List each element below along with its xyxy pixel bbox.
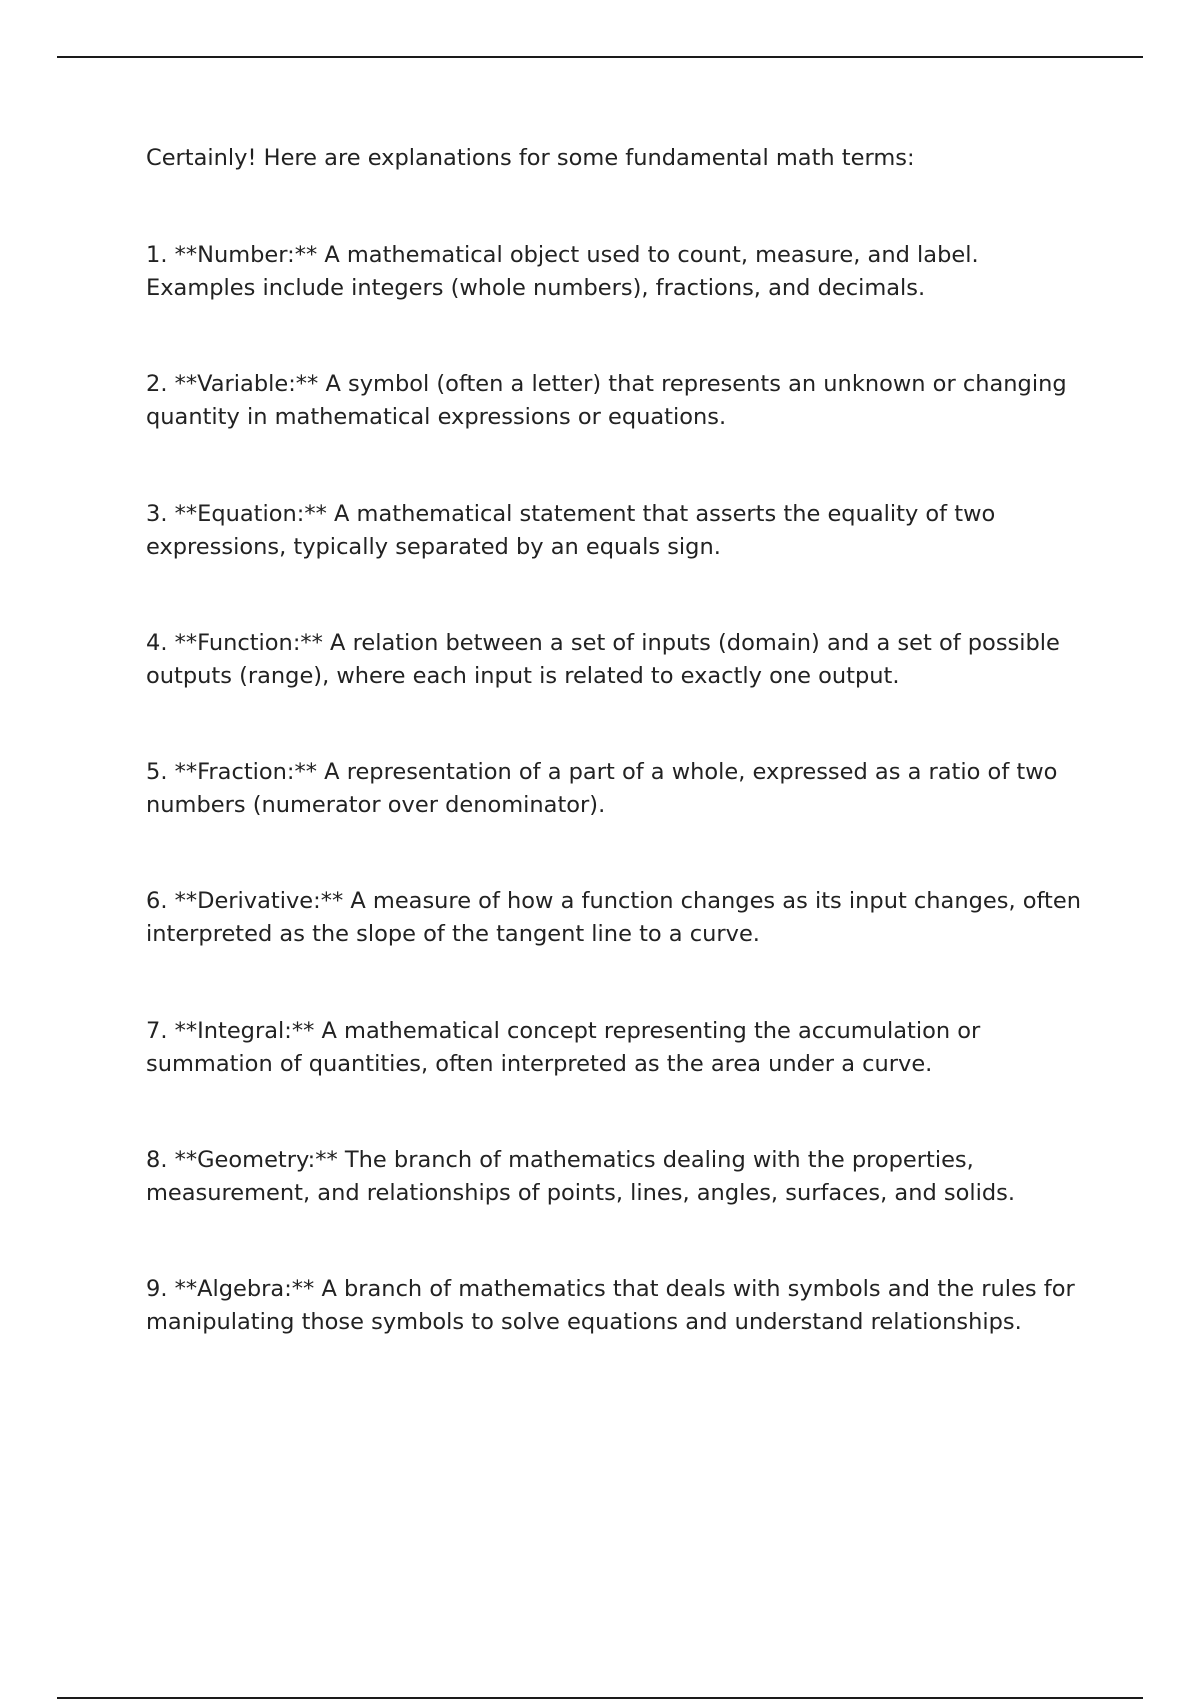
term-function: 4. **Function:** A relation between a set of inputs (domain) and a set of possible outputs (range), where each input is related to exactly one output.: [146, 630, 1060, 689]
top-rule: [57, 56, 1143, 58]
document-body: [146, 142, 1086, 1335]
bottom-rule: [57, 1697, 1143, 1699]
term-algebra: 9. **Algebra:** A branch of mathematics that deals with symbols and the rules for manipulating those symbols to solve equations and understand relationships.: [146, 1276, 1075, 1335]
term-geometry: 8. **Geometry:** The branch of mathematics dealing with the properties, measurement, and relationships of points, lines, angles, surfaces, and solids.: [146, 1147, 1016, 1206]
term-integral: 7. **Integral:** A mathematical concept representing the accumulation or summation of quantities, often interpreted as the area under a curve.: [146, 1018, 981, 1077]
term-fraction: 5. **Fraction:** A representation of a part of a whole, expressed as a ratio of two numbers (numerator over denominator).: [146, 759, 1058, 818]
term-equation: 3. **Equation:** A mathematical statement that asserts the equality of two expressions, typically separated by an equals sign.: [146, 501, 996, 560]
term-number: 1. **Number:** A mathematical object used to count, measure, and label. Examples include integers (whole numbers), fractions, and decimals.: [146, 242, 979, 301]
term-variable: 2. **Variable:** A symbol (often a letter) that represents an unknown or changing quantity in mathematical expressions or equations.: [146, 371, 1067, 430]
term-derivative: 6. **Derivative:** A measure of how a function changes as its input changes, often interpreted as the slope of the tangent line to a curve.: [146, 888, 1081, 947]
intro-paragraph: Certainly! Here are explanations for some fundamental math terms:: [146, 145, 915, 171]
